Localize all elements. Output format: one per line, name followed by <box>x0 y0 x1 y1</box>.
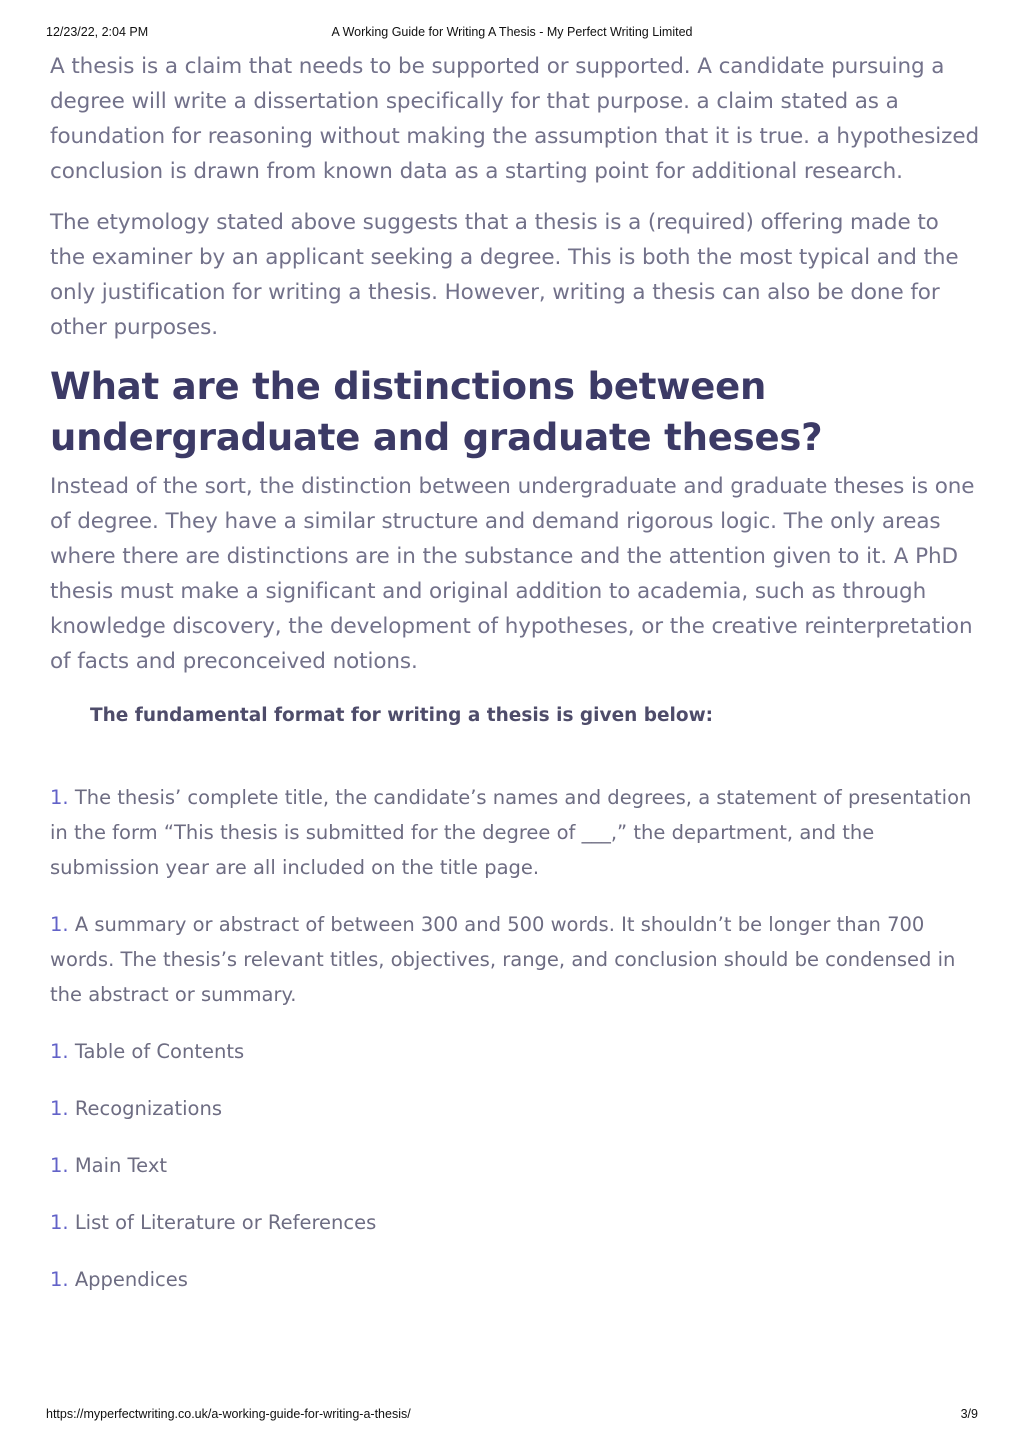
list-item-text: List of Literature or References <box>74 1211 377 1234</box>
list-item <box>50 1034 980 1069</box>
page-number: 3/9 <box>960 1407 978 1421</box>
print-page-title: A Working Guide for Writing A Thesis - My Perfect Writing Limited <box>331 25 693 39</box>
intro-paragraph-1: A thesis is a claim that needs to be supported or supported. A candidate pursuing a degree will write a dissertation specifically for that purpose. a claim stated as a foundation for reasoning without making the assumption that it is true. a hypothesized conclusion is drawn from known data as a starting point for additional research. <box>50 54 980 184</box>
list-item <box>50 780 980 885</box>
list-number: 1. <box>50 1154 69 1177</box>
list-number: 1. <box>50 786 69 809</box>
list-item-text: Table of Contents <box>74 1040 245 1063</box>
list-item-text: Recognizations <box>74 1097 222 1120</box>
list-number: 1. <box>50 1097 69 1120</box>
print-url: https://myperfectwriting.co.uk/a-working-guide-for-writing-a-thesis/ <box>46 1407 411 1421</box>
print-header <box>46 25 978 41</box>
section-heading: What are the distinctions between undergraduate and graduate theses? <box>50 365 823 459</box>
list-number: 1. <box>50 913 69 936</box>
list-number: 1. <box>50 1211 69 1234</box>
intro-paragraph-2: The etymology stated above suggests that a thesis is a (required) offering made to the examiner by an applicant seeking a degree. This is both the most typical and the only justification for writing a thesis. However, writing a thesis can also be done for other purposes. <box>50 210 959 340</box>
format-heading: The fundamental format for writing a thesis is given below: <box>90 705 714 726</box>
print-footer <box>46 1407 978 1423</box>
list-item-text: The thesis’ complete title, the candidate’s names and degrees, a statement of presentation in the form “This thesis is submitted for the degree of ___,” the department, and the submission year are all included on the title page. <box>50 786 972 879</box>
list-item-text: Appendices <box>74 1268 188 1291</box>
list-item-text: Main Text <box>74 1154 167 1177</box>
list-item-text: A summary or abstract of between 300 and 500 words. It shouldn’t be longer than 700 words. The thesis’s relevant titles, objectives, range, and conclusion should be condensed in the abstract or summary. <box>50 913 956 1006</box>
thesis-format-list <box>50 780 980 1297</box>
distinction-paragraph: Instead of the sort, the distinction between undergraduate and graduate theses is one of degree. They have a similar structure and demand rigorous logic. The only areas where there are distinctions are in the substance and the attention given to it. A PhD thesis must make a significant and original addition to academia, such as through knowledge discovery, the development of hypotheses, or the creative reinterpretation of facts and preconceived notions. <box>50 474 975 674</box>
list-item <box>50 1262 980 1297</box>
article-content <box>50 49 980 1319</box>
list-item <box>50 1205 980 1240</box>
list-number: 1. <box>50 1040 69 1063</box>
list-number: 1. <box>50 1268 69 1291</box>
print-datetime: 12/23/22, 2:04 PM <box>46 25 149 39</box>
list-item <box>50 1148 980 1183</box>
list-item <box>50 1091 980 1126</box>
list-item <box>50 907 980 1012</box>
